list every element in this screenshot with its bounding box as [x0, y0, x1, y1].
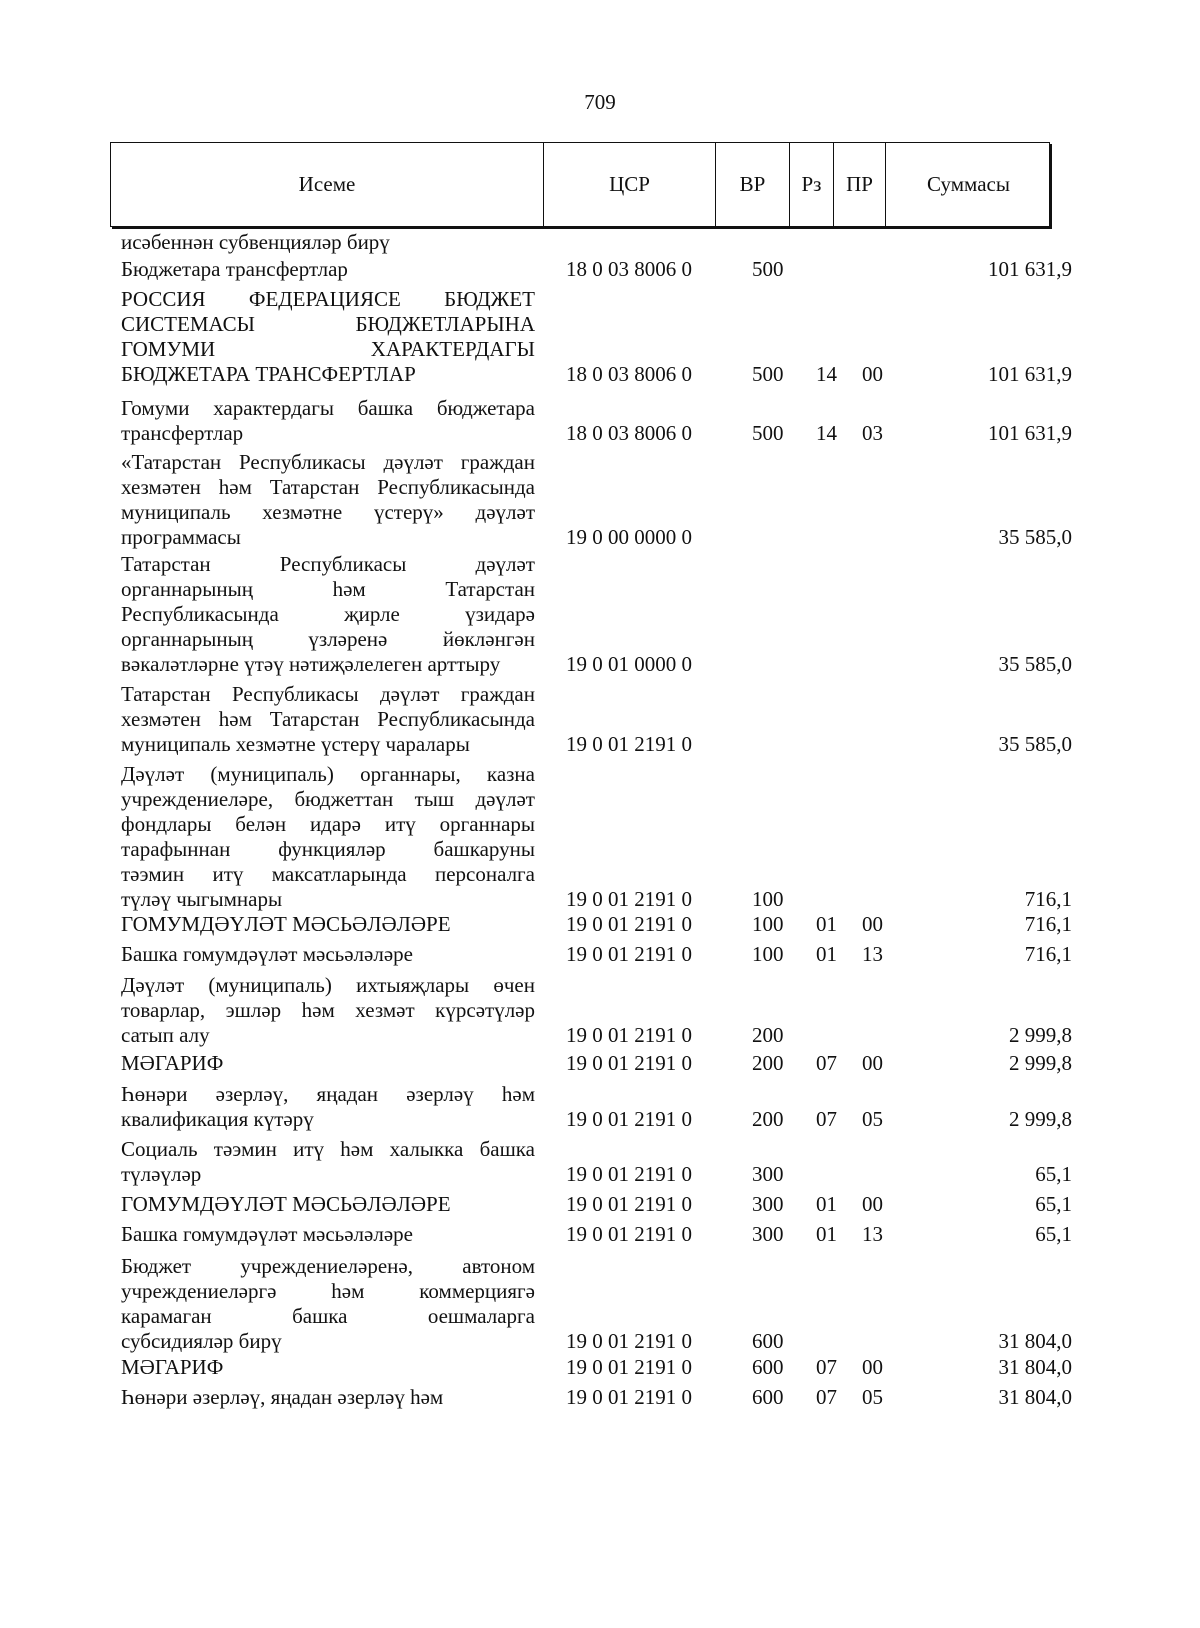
row-name	[121, 1385, 535, 1410]
row-pr: 05	[862, 1385, 883, 1409]
row-name-line: Татарстан Республикасы дәүләт	[121, 552, 535, 576]
row-name-line: вәкаләтләрне үтәү нәтиҗәлелеген арттыру	[121, 652, 501, 676]
row-sum: 35 585,0	[998, 525, 1072, 549]
row-vr: 500	[752, 421, 784, 445]
row-sum: 31 804,0	[998, 1329, 1072, 1353]
row-pr: 00	[862, 1192, 883, 1216]
row-sum: 2 999,8	[1009, 1023, 1072, 1047]
row-name-line: трансфертлар	[121, 421, 244, 445]
row-name-line: органнарының үзләренә йөкләнгән	[121, 627, 535, 651]
row-pr: 00	[862, 1051, 883, 1075]
row-csr: 19 0 01 2191 0	[566, 1355, 692, 1379]
row-name-line: Һөнәри әзерләү, яңадан әзерләү һәм	[121, 1385, 444, 1409]
row-name	[121, 1082, 535, 1132]
row-vr: 200	[752, 1023, 784, 1047]
row-sum: 101 631,9	[988, 257, 1072, 281]
row-name-line: органнарының һәм Татарстан	[121, 577, 535, 601]
row-name	[121, 682, 535, 757]
row-name-line: тарафыннан функцияләр башкаруны	[121, 837, 535, 861]
row-name	[121, 396, 535, 446]
row-pr: 00	[862, 362, 883, 386]
row-csr: 19 0 01 2191 0	[566, 1107, 692, 1131]
row-name-line: исәбеннән субвенцияләр бирү	[121, 230, 390, 254]
row-csr: 19 0 01 2191 0	[566, 1051, 692, 1075]
row-name-line: муниципаль хезмәтне үстерү чаралары	[121, 732, 470, 756]
row-name-line: учреждениеләре, бюджеттан тыш дәүләт	[121, 787, 535, 811]
row-sum: 2 999,8	[1009, 1107, 1072, 1131]
row-vr: 600	[752, 1329, 784, 1353]
row-name-line: Башка гомумдәүләт мәсьәләләре	[121, 1222, 413, 1246]
row-sum: 35 585,0	[998, 652, 1072, 676]
row-name-line: программасы	[121, 525, 241, 549]
row-name-line: товарлар, эшләр һәм хезмәт күрсәтүләр	[121, 998, 535, 1022]
row-name	[121, 762, 535, 912]
row-sum: 35 585,0	[998, 732, 1072, 756]
row-csr: 18 0 03 8006 0	[566, 257, 692, 281]
row-csr: 19 0 01 2191 0	[566, 912, 692, 936]
row-sum: 716,1	[1024, 912, 1072, 936]
row-name	[121, 552, 535, 677]
row-csr: 19 0 01 2191 0	[566, 1192, 692, 1216]
row-rz: 01	[816, 1222, 837, 1246]
row-csr: 19 0 01 2191 0	[566, 887, 692, 911]
row-pr: 03	[862, 421, 883, 445]
row-name	[121, 912, 535, 937]
row-name-line: квалификация күтәрү	[121, 1107, 314, 1131]
row-pr: 13	[862, 1222, 883, 1246]
page-number: 709	[584, 90, 616, 114]
row-name-line: субсидияләр бирү	[121, 1329, 282, 1353]
row-rz: 07	[816, 1355, 837, 1379]
row-name-line: Республикасында җирле үзидарә	[121, 602, 535, 626]
header-name: Исеме	[298, 172, 356, 196]
row-name-line: Гомуми характердагы башка бюджетара	[121, 396, 535, 420]
row-vr: 300	[752, 1162, 784, 1186]
row-rz: 01	[816, 912, 837, 936]
row-name-line: Башка гомумдәүләт мәсьәләләре	[121, 942, 413, 966]
row-vr: 100	[752, 887, 784, 911]
row-name-line: муниципаль хезмәтне үстерү» дәүләт	[121, 500, 535, 524]
row-name-line: МӘГАРИФ	[121, 1355, 224, 1379]
row-name	[121, 287, 535, 387]
row-name	[121, 942, 535, 967]
row-rz: 07	[816, 1051, 837, 1075]
row-name-line: ГОМУМДӘҮЛӘТ МӘСЬӘЛӘЛӘРЕ	[121, 912, 451, 936]
row-csr: 19 0 01 2191 0	[566, 1162, 692, 1186]
row-sum: 716,1	[1024, 942, 1072, 966]
row-name-line: Татарстан Республикасы дәүләт граждан	[121, 682, 535, 706]
row-name-line: «Татарстан Республикасы дәүләт граждан	[121, 450, 535, 474]
row-name	[121, 450, 535, 550]
row-csr: 18 0 03 8006 0	[566, 362, 692, 386]
row-vr: 500	[752, 257, 784, 281]
row-name-line: Бюджетара трансфертлар	[121, 257, 348, 281]
row-name	[121, 230, 535, 255]
row-name	[121, 1222, 535, 1247]
row-rz: 07	[816, 1385, 837, 1409]
row-name	[121, 1137, 535, 1187]
row-vr: 600	[752, 1355, 784, 1379]
row-name-line: тәэмин итү максатларында персоналга	[121, 862, 535, 886]
row-sum: 31 804,0	[998, 1355, 1072, 1379]
row-name	[121, 1254, 535, 1354]
row-sum: 716,1	[1024, 887, 1072, 911]
row-csr: 19 0 00 0000 0	[566, 525, 692, 549]
header-sum: Суммасы	[885, 143, 1051, 226]
row-name-line: Бюджет учреждениеләренә, автоном	[121, 1254, 535, 1278]
row-name-line: түләү чыгымнары	[121, 887, 283, 911]
row-csr: 19 0 01 2191 0	[566, 1023, 692, 1047]
row-sum: 31 804,0	[998, 1385, 1072, 1409]
row-csr: 18 0 03 8006 0	[566, 421, 692, 445]
row-name-line: МӘГАРИФ	[121, 1051, 224, 1075]
header-vr: ВР	[715, 143, 789, 226]
row-name	[121, 973, 535, 1048]
row-name	[121, 1051, 535, 1076]
row-name-line: СИСТЕМАСЫ БЮДЖЕТЛАРЫНА	[121, 312, 535, 336]
row-sum: 2 999,8	[1009, 1051, 1072, 1075]
row-name	[121, 1192, 535, 1217]
header-csr: ЦСР	[543, 143, 715, 226]
row-vr: 500	[752, 362, 784, 386]
row-pr: 05	[862, 1107, 883, 1131]
row-rz: 14	[816, 362, 837, 386]
row-name-line: учреждениеләргә һәм коммерциягә	[121, 1279, 535, 1303]
row-name	[121, 257, 535, 282]
row-name-line: түләүләр	[121, 1162, 202, 1186]
row-csr: 19 0 01 2191 0	[566, 1385, 692, 1409]
row-name	[121, 1355, 535, 1380]
row-vr: 200	[752, 1107, 784, 1131]
row-name-line: фондлары белән идарә итү органнары	[121, 812, 535, 836]
row-name-line: ГОМУМИ ХАРАКТЕРДАГЫ	[121, 337, 535, 361]
row-pr: 00	[862, 1355, 883, 1379]
row-name-line: Социаль тәэмин итү һәм халыкка башка	[121, 1137, 535, 1161]
row-sum: 65,1	[1035, 1162, 1072, 1186]
row-csr: 19 0 01 2191 0	[566, 1222, 692, 1246]
row-name-line: Һөнәри әзерләү, яңадан әзерләү һәм	[121, 1082, 535, 1106]
row-pr: 00	[862, 912, 883, 936]
row-name-line: Дәүләт (муниципаль) органнары, казна	[121, 762, 535, 786]
row-name-line: БЮДЖЕТАРА ТРАНСФЕРТЛАР	[121, 362, 416, 386]
row-sum: 65,1	[1035, 1192, 1072, 1216]
row-rz: 01	[816, 1192, 837, 1216]
row-vr: 100	[752, 912, 784, 936]
row-name-line: ГОМУМДӘҮЛӘТ МӘСЬӘЛӘЛӘРЕ	[121, 1192, 451, 1216]
row-pr: 13	[862, 942, 883, 966]
row-csr: 19 0 01 2191 0	[566, 1329, 692, 1353]
row-name-line: РОССИЯ ФЕДЕРАЦИЯСЕ БЮДЖЕТ	[121, 287, 535, 311]
row-name-line: Дәүләт (муниципаль) ихтыяҗлары өчен	[121, 973, 535, 997]
row-sum: 65,1	[1035, 1222, 1072, 1246]
table-header	[110, 142, 1050, 227]
row-name-line: карамаган башка оешмаларга	[121, 1304, 535, 1328]
row-rz: 01	[816, 942, 837, 966]
row-name-line: хезмәтен һәм Татарстан Республикасында	[121, 707, 535, 731]
row-sum: 101 631,9	[988, 362, 1072, 386]
header-pr: ПР	[833, 143, 885, 226]
row-name-line: сатып алу	[121, 1023, 210, 1047]
row-name-line: хезмәтен һәм Татарстан Республикасында	[121, 475, 535, 499]
row-rz: 14	[816, 421, 837, 445]
row-sum: 101 631,9	[988, 421, 1072, 445]
header-rz: Рз	[789, 143, 833, 226]
row-vr: 600	[752, 1385, 784, 1409]
row-rz: 07	[816, 1107, 837, 1131]
row-vr: 100	[752, 942, 784, 966]
row-csr: 19 0 01 0000 0	[566, 652, 692, 676]
row-vr: 300	[752, 1192, 784, 1216]
row-csr: 19 0 01 2191 0	[566, 942, 692, 966]
row-vr: 300	[752, 1222, 784, 1246]
row-csr: 19 0 01 2191 0	[566, 732, 692, 756]
row-vr: 200	[752, 1051, 784, 1075]
